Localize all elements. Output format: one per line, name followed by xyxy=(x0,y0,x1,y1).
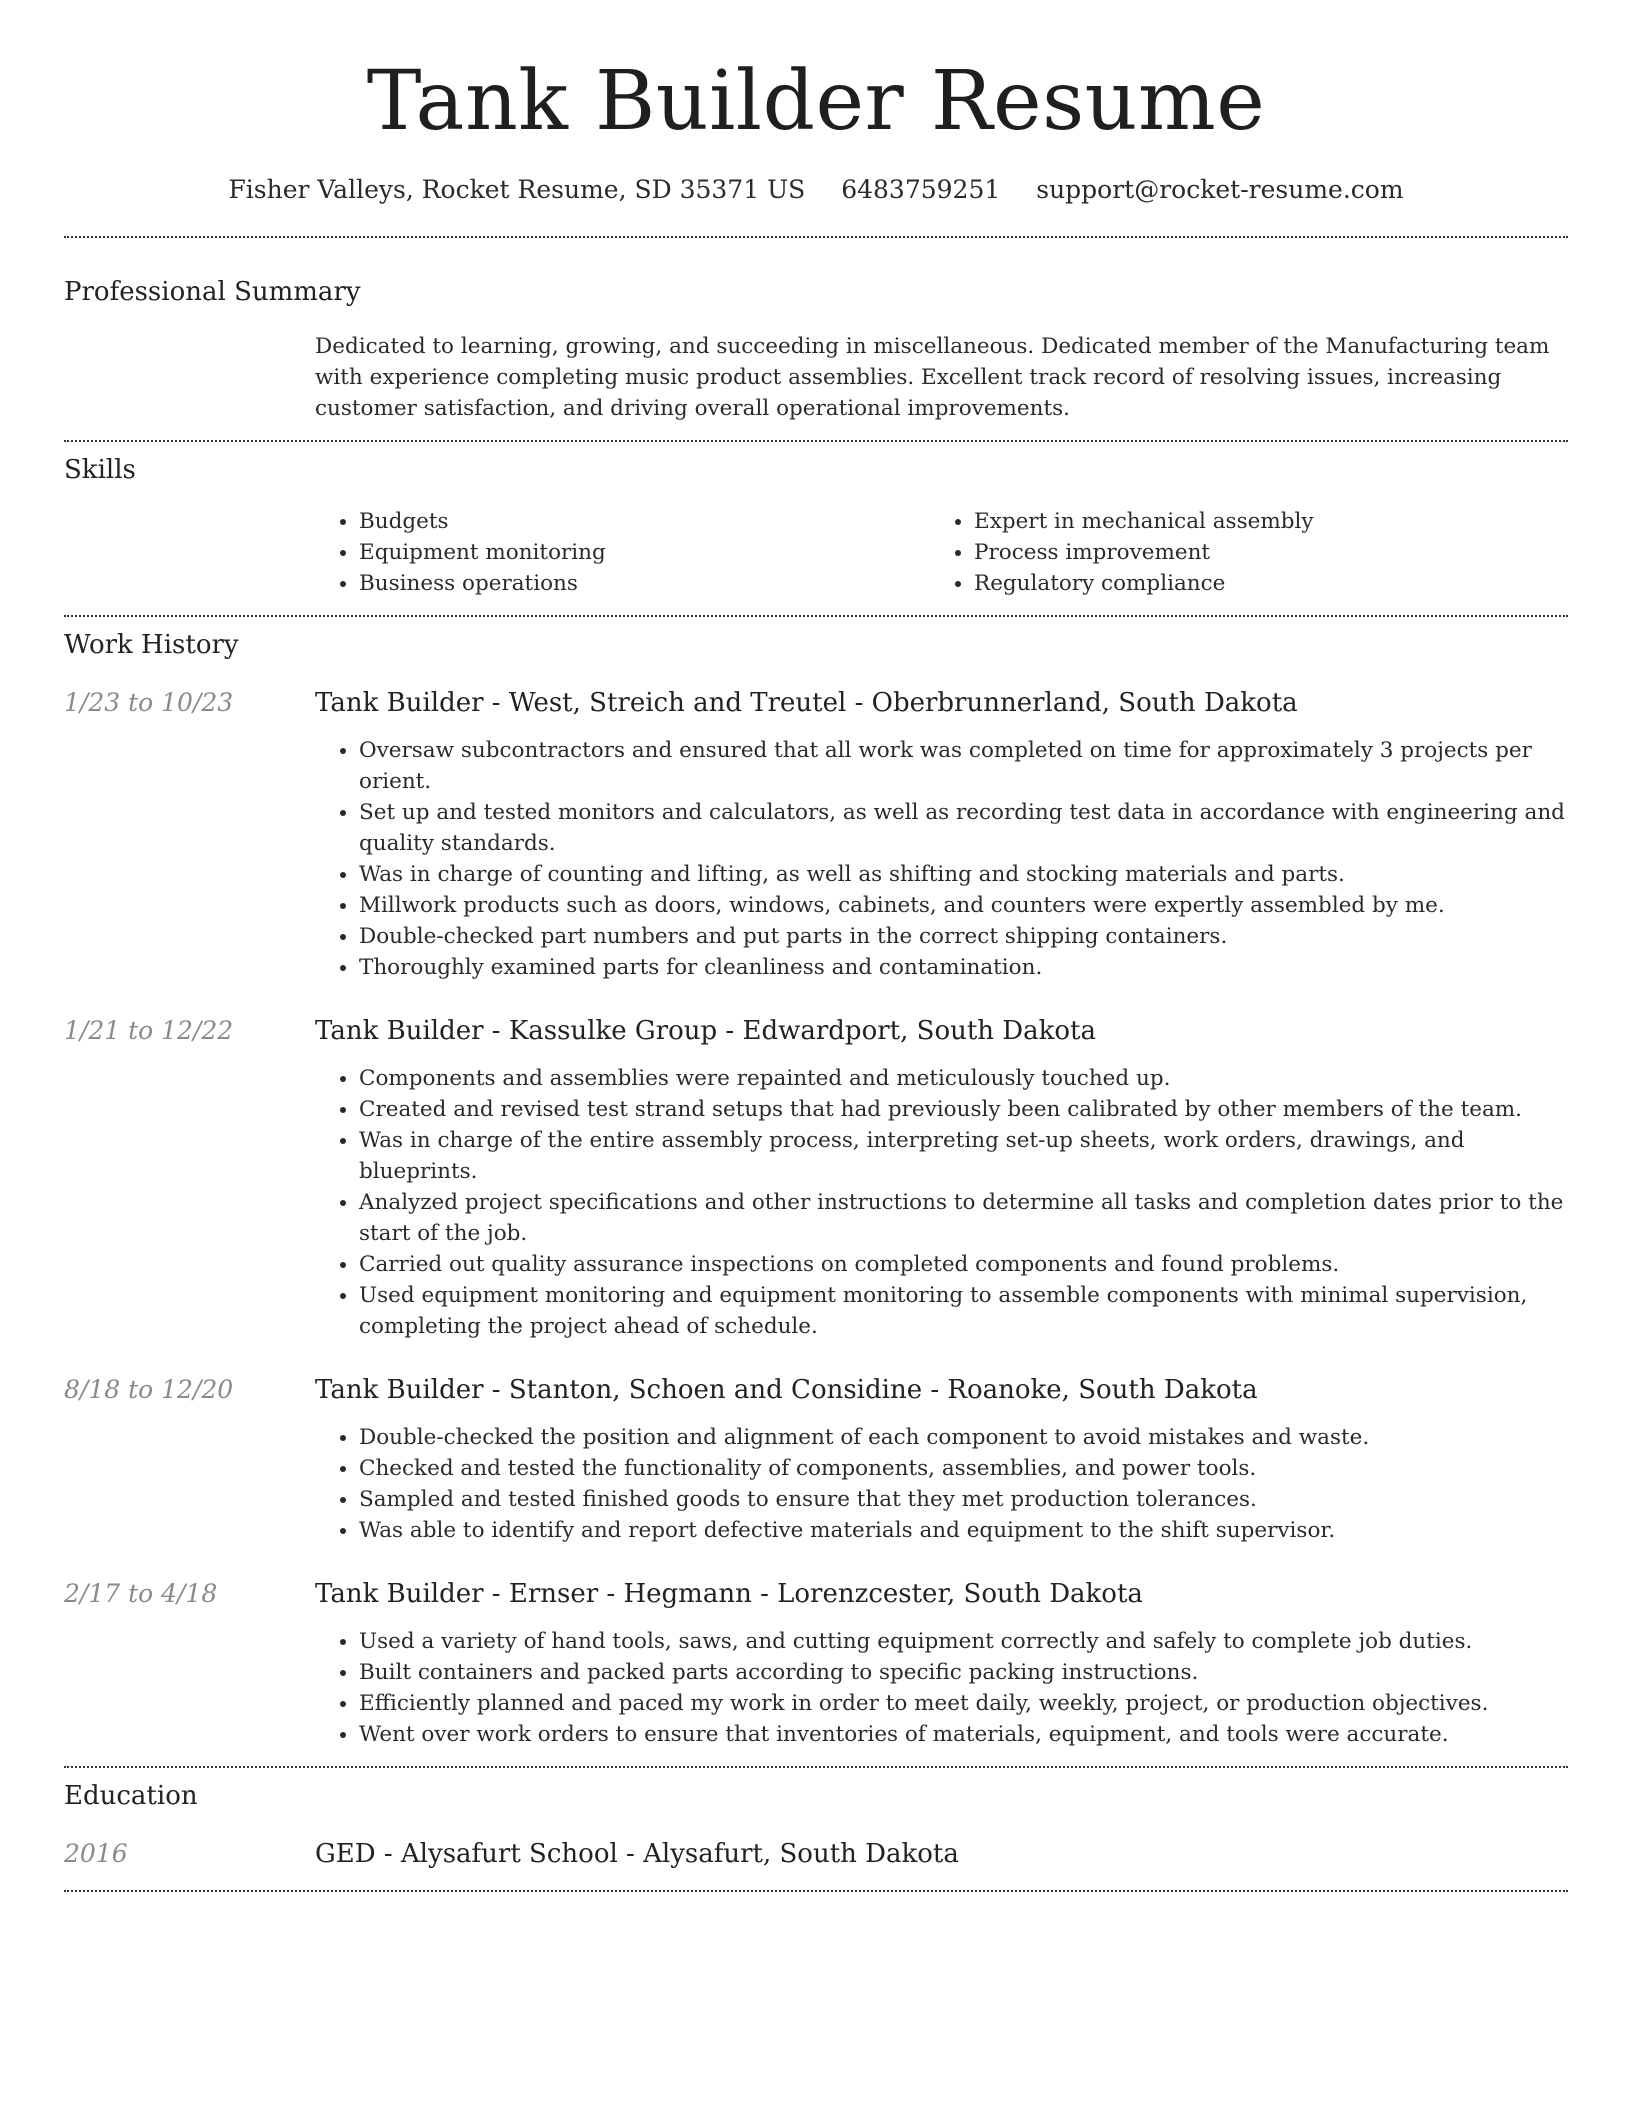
work-section xyxy=(64,617,1568,1750)
job-bullet: • Components and assemblies were repainted and meticulously touched up. xyxy=(359,1063,1568,1094)
job-dates: 1/21 to 12/22 xyxy=(64,1016,234,1045)
resume-title: Tank Builder Resume xyxy=(366,54,1266,149)
job-bullet: • Analyzed project specifications and other instructions to determine all tasks and completion dates prior to the start of the job. xyxy=(359,1187,1568,1249)
summary-text: Dedicated to learning, growing, and succeeding in miscellaneous. Dedicated member of the Manufacturing team with experience completing music product assemblies. Excellent track record of resolving issues, increasing customer satisfaction, and driving overall operational improvements. xyxy=(315,334,1550,421)
job-bullet: • Sampled and tested finished goods to ensure that they met production tolerances. xyxy=(359,1484,1568,1515)
contact-email: support@rocket-resume.com xyxy=(1036,175,1404,204)
job-bullets xyxy=(315,1626,1568,1750)
job-entry xyxy=(64,687,1568,983)
job-bullet: • Was able to identify and report defective materials and equipment to the shift supervisor. xyxy=(359,1515,1568,1546)
skill-item: • Business operations xyxy=(359,568,930,599)
contact-address: Fisher Valleys, Rocket Resume, SD 35371 US xyxy=(228,175,806,204)
job-bullet: • Carried out quality assurance inspections on completed components and found problems. xyxy=(359,1249,1568,1280)
job-entry xyxy=(64,1374,1568,1546)
summary-body xyxy=(315,331,1568,424)
section-heading-work: Work History xyxy=(64,630,239,660)
job-bullet: • Oversaw subcontractors and ensured that all work was completed on time for approximately 3 projects per orient. xyxy=(359,735,1568,797)
job-dates: 8/18 to 12/20 xyxy=(64,1375,234,1404)
job-bullet: • Double-checked part numbers and put parts in the correct shipping containers. xyxy=(359,921,1568,952)
skill-item: • Equipment monitoring xyxy=(359,537,930,568)
job-title: Tank Builder - Ernser - Hegmann - Lorenzcester, South Dakota xyxy=(315,1579,1143,1609)
job-bullet: • Built containers and packed parts according to specific packing instructions. xyxy=(359,1657,1568,1688)
summary-row xyxy=(64,331,1568,424)
job-bullets-row xyxy=(64,735,1568,983)
job-bullet: • Used a variety of hand tools, saws, and cutting equipment correctly and safely to complete job duties. xyxy=(359,1626,1568,1657)
job-bullets-row xyxy=(64,1626,1568,1750)
job-entry xyxy=(64,1015,1568,1342)
section-heading-summary: Professional Summary xyxy=(64,277,361,307)
job-title: Tank Builder - Stanton, Schoen and Considine - Roanoke, South Dakota xyxy=(315,1375,1258,1405)
job-bullets xyxy=(315,1422,1568,1546)
divider xyxy=(64,1890,1568,1892)
education-year: 2016 xyxy=(64,1839,128,1868)
skills-row xyxy=(64,506,1568,599)
job-dates: 1/23 to 10/23 xyxy=(64,688,234,717)
job-header xyxy=(64,1578,1568,1610)
job-header xyxy=(64,687,1568,719)
job-title: Tank Builder - West, Streich and Treutel - Oberbrunnerland, South Dakota xyxy=(315,688,1298,718)
job-bullet: • Millwork products such as doors, windows, cabinets, and counters were expertly assembled by me. xyxy=(359,890,1568,921)
skill-item: • Process improvement xyxy=(974,537,1314,568)
job-title: Tank Builder - Kassulke Group - Edwardport, South Dakota xyxy=(315,1016,1097,1046)
job-header xyxy=(64,1374,1568,1406)
summary-section xyxy=(64,238,1568,424)
job-bullet: • Efficiently planned and paced my work in order to meet daily, weekly, project, or production objectives. xyxy=(359,1688,1568,1719)
contact-phone: 6483759251 xyxy=(841,175,1001,204)
skills-list-right xyxy=(930,506,1314,599)
contact-line xyxy=(64,174,1568,206)
skills-lists xyxy=(315,506,1568,599)
education-section xyxy=(64,1768,1568,1870)
job-bullets xyxy=(315,1063,1568,1342)
skills-list-left xyxy=(315,506,930,599)
education-row xyxy=(64,1838,1568,1870)
skill-item: • Expert in mechanical assembly xyxy=(974,506,1314,537)
job-bullet: • Set up and tested monitors and calculators, as well as recording test data in accordance with engineering and quality standards. xyxy=(359,797,1568,859)
job-entry xyxy=(64,1578,1568,1750)
job-bullet: • Was in charge of the entire assembly process, interpreting set-up sheets, work orders, drawings, and blueprints. xyxy=(359,1125,1568,1187)
job-bullet: • Used equipment monitoring and equipment monitoring to assemble components with minimal supervision, completing the project ahead of schedule. xyxy=(359,1280,1568,1342)
skill-item: • Budgets xyxy=(359,506,930,537)
skills-section xyxy=(64,442,1568,599)
section-heading-education: Education xyxy=(64,1781,198,1811)
job-bullet: • Double-checked the position and alignment of each component to avoid mistakes and waste. xyxy=(359,1422,1568,1453)
job-bullets xyxy=(315,735,1568,983)
job-dates: 2/17 to 4/18 xyxy=(64,1579,218,1608)
job-header xyxy=(64,1015,1568,1047)
section-heading-skills: Skills xyxy=(64,455,136,485)
job-bullets-row xyxy=(64,1422,1568,1546)
job-bullet: • Created and revised test strand setups that had previously been calibrated by other members of the team. xyxy=(359,1094,1568,1125)
education-entry: GED - Alysafurt School - Alysafurt, South Dakota xyxy=(315,1839,959,1869)
skill-item: • Regulatory compliance xyxy=(974,568,1314,599)
job-bullet: • Was in charge of counting and lifting, as well as shifting and stocking materials and parts. xyxy=(359,859,1568,890)
job-bullet: • Went over work orders to ensure that inventories of materials, equipment, and tools were accurate. xyxy=(359,1719,1568,1750)
job-bullets-row xyxy=(64,1063,1568,1342)
job-bullet: • Thoroughly examined parts for cleanliness and contamination. xyxy=(359,952,1568,983)
job-bullet: • Checked and tested the functionality of components, assemblies, and power tools. xyxy=(359,1453,1568,1484)
